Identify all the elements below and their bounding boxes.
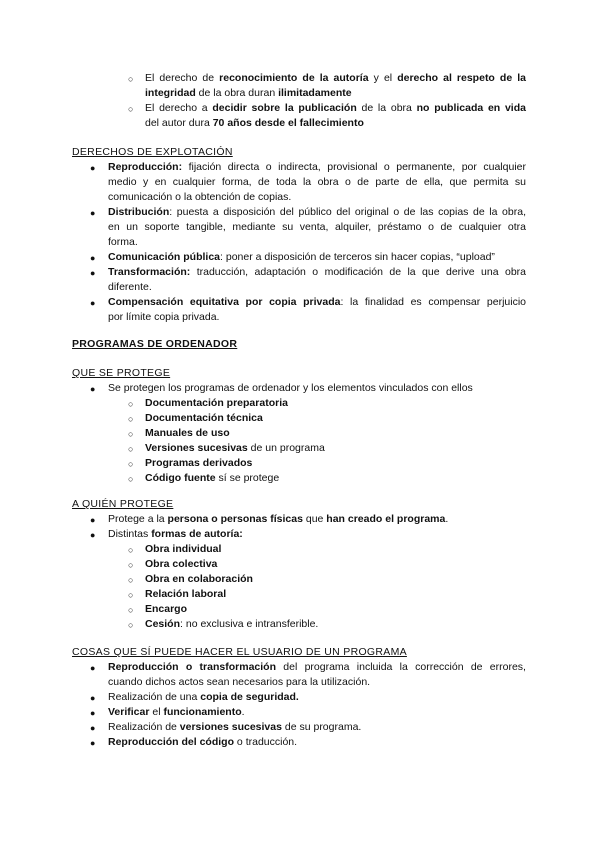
bullet-icon: ● xyxy=(90,384,96,394)
whom-item: Distintas formas de autoría: xyxy=(108,528,243,540)
bullet-icon: ● xyxy=(90,738,96,748)
protected-item: Documentación preparatoria xyxy=(145,397,288,409)
circle-bullet-icon: ○ xyxy=(128,560,134,570)
bullet-icon: ● xyxy=(90,693,96,703)
authorship-form: Obra en colaboración xyxy=(145,573,253,585)
protects-intro: Se protegen los programas de ordenador y los elementos vinculados con ellos xyxy=(108,382,473,394)
authorship-form: Obra colectiva xyxy=(145,558,218,570)
authorship-form: Encargo xyxy=(145,603,188,615)
circle-bullet-icon: ○ xyxy=(128,399,134,409)
authorship-form: Cesión: no exclusiva e intransferible. xyxy=(145,618,319,630)
bullet-icon: ● xyxy=(90,268,96,278)
moral-right-1-line-2: integridad de la obra duran ilimitadamente xyxy=(145,87,352,99)
what-is-protected-heading: QUE SE PROTEGE xyxy=(72,367,171,379)
protected-item: Documentación técnica xyxy=(145,412,263,424)
circle-bullet-icon: ○ xyxy=(128,605,134,615)
user-allowed-item: Realización de una copia de seguridad. xyxy=(108,691,299,703)
transformation-line-2: diferente. xyxy=(108,281,152,293)
user-allowed-item-line-1: Reproducción o transformación del programa incluida la corrección de errores, xyxy=(108,661,526,673)
user-allowed-item: Realización de versiones sucesivas de su programa. xyxy=(108,721,362,733)
moral-right-2-line-2: del autor dura 70 años desde el fallecimiento xyxy=(145,117,364,129)
whom-item: Protege a la persona o personas físicas que han creado el programa. xyxy=(108,513,449,525)
circle-bullet-icon: ○ xyxy=(128,104,134,114)
protected-item: Manuales de uso xyxy=(145,427,230,439)
circle-bullet-icon: ○ xyxy=(128,590,134,600)
bullet-icon: ● xyxy=(90,298,96,308)
authorship-form: Relación laboral xyxy=(145,588,227,600)
bullet-icon: ● xyxy=(90,723,96,733)
user-allowed-item: Reproducción del código o traducción. xyxy=(108,736,298,748)
user-allowed-item: Verificar el funcionamiento. xyxy=(108,706,245,718)
protected-item: Programas derivados xyxy=(145,457,253,469)
distribution-line-2: en un soporte tangible, mediante su venta, alquiler, préstamo o de cualquier otra xyxy=(108,221,526,233)
bullet-icon: ● xyxy=(90,530,96,540)
circle-bullet-icon: ○ xyxy=(128,429,134,439)
protected-item: Versiones sucesivas de un programa xyxy=(145,442,325,454)
whom-it-protects-heading: A QUIÉN PROTEGE xyxy=(72,498,174,510)
circle-bullet-icon: ○ xyxy=(128,575,134,585)
bullet-icon: ● xyxy=(90,708,96,718)
circle-bullet-icon: ○ xyxy=(128,459,134,469)
reproduction-line-1: Reproducción: fijación directa o indirecta, provisional o permanente, por cualquier xyxy=(108,161,526,173)
bullet-icon: ● xyxy=(90,663,96,673)
distribution-line-1: Distribución: puesta a disposición del público del original o de las copias de la obra, xyxy=(108,206,526,218)
bullet-icon: ● xyxy=(90,208,96,218)
reproduction-line-2: medio y en cualquier forma, de toda la obra o de parte de ella, que permita su xyxy=(108,176,526,188)
transformation-line-1: Transformación: traducción, adaptación o modificación de la que derive una obra xyxy=(108,266,526,278)
bullet-icon: ● xyxy=(90,515,96,525)
bullet-icon: ● xyxy=(90,163,96,173)
moral-right-1-line-1: El derecho de reconocimiento de la autoría y el derecho al respeto de la xyxy=(145,72,526,84)
bullet-icon: ● xyxy=(90,253,96,263)
user-allowed-heading: COSAS QUE SÍ PUEDE HACER EL USUARIO DE UN PROGRAMA xyxy=(72,646,407,658)
compensation-line-2: por límite copia privada. xyxy=(108,311,220,323)
moral-right-2-line-1: El derecho a decidir sobre la publicación de la obra no publicada en vida xyxy=(145,102,526,114)
programs-title: PROGRAMAS DE ORDENADOR xyxy=(72,338,238,350)
circle-bullet-icon: ○ xyxy=(128,74,134,84)
exploitation-rights-heading: DERECHOS DE EXPLOTACIÓN xyxy=(72,146,233,158)
protected-item: Código fuente sí se protege xyxy=(145,472,280,484)
public-communication-line: Comunicación pública: poner a disposición de terceros sin hacer copias, “upload” xyxy=(108,251,495,263)
user-allowed-item-line-2: cuando dichos actos sean necesarios para la utilización. xyxy=(108,676,371,688)
circle-bullet-icon: ○ xyxy=(128,444,134,454)
circle-bullet-icon: ○ xyxy=(128,545,134,555)
compensation-line-1: Compensación equitativa por copia privada: la finalidad es compensar perjuicio xyxy=(108,296,526,308)
circle-bullet-icon: ○ xyxy=(128,620,134,630)
distribution-line-3: forma. xyxy=(108,236,138,248)
authorship-form: Obra individual xyxy=(145,543,222,555)
circle-bullet-icon: ○ xyxy=(128,414,134,424)
circle-bullet-icon: ○ xyxy=(128,474,134,484)
reproduction-line-3: comunicación o la obtención de copias. xyxy=(108,191,292,203)
